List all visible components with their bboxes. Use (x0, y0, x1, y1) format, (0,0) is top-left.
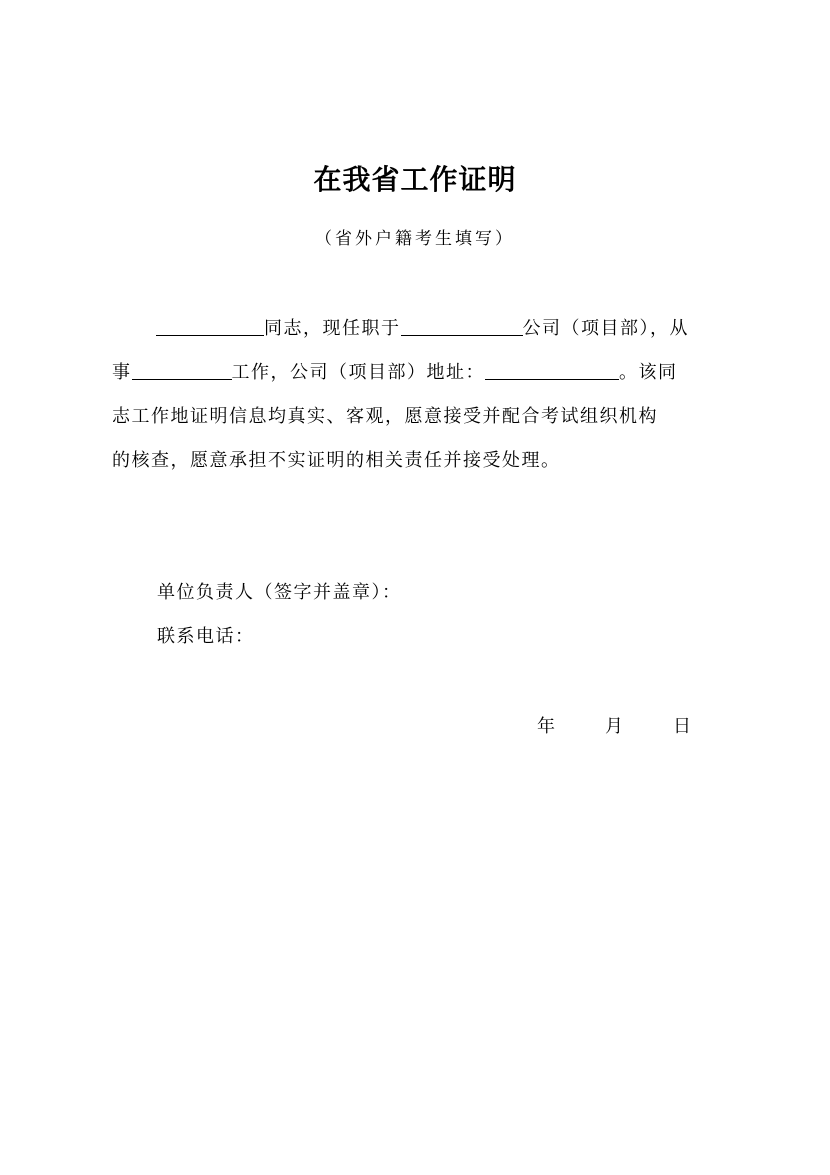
body-text-2: 公司（项目部），从 (522, 318, 689, 339)
date-day-label: 日 (673, 716, 691, 737)
body-text-4: 工作，公司（项目部）地址： (231, 362, 485, 383)
date-year-label: 年 (537, 716, 555, 737)
document-subtitle: （省外户籍考生填写） (315, 229, 515, 249)
body-text-5: 。该同 (619, 362, 678, 383)
signature-label: 单位负责人（签字并盖章）： (157, 582, 402, 603)
name-blank[interactable] (156, 315, 264, 336)
company-blank[interactable] (401, 315, 523, 336)
body-text-3: 事 (112, 362, 132, 383)
body-line-1 (112, 307, 728, 351)
document-title: 在我省工作证明 (313, 163, 517, 196)
body-text-1: 同志，现任职于 (264, 318, 401, 339)
body-line-2 (112, 351, 728, 395)
certificate-body (112, 307, 728, 483)
body-line-4: 的核查，愿意承担不实证明的相关责任并接受处理。 (112, 450, 561, 471)
phone-label: 联系电话： (157, 626, 255, 647)
body-line-3: 志工作地证明信息均真实、客观，愿意接受并配合考试组织机构 (112, 406, 658, 427)
job-blank[interactable] (132, 359, 232, 380)
date-month-label: 月 (605, 716, 623, 737)
address-blank[interactable] (485, 359, 619, 380)
